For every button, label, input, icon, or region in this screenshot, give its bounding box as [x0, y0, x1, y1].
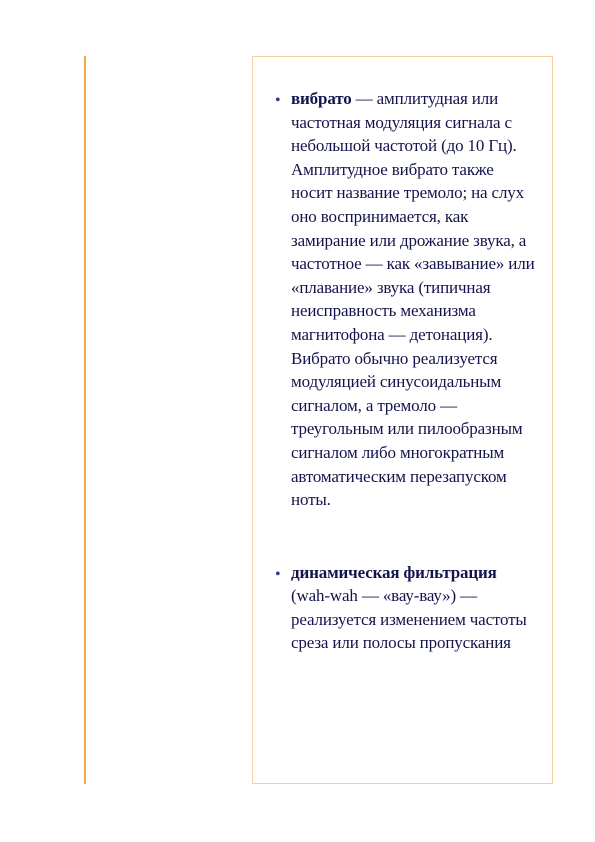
bullet-item-vibrato [275, 87, 537, 512]
term-vibrato: вибрато [291, 89, 352, 108]
definition-vibrato: — амплитудная или частотная модуляция сигнала с небольшой частотой (до 10 Гц). Амплитудное вибрато также носит название тремоло; на слух оно воспринимается, как замирание или дрожание звука, а частотное — как «завывание» или «плавание» звука (типичная неисправность механизма магнитофона — детонация). Вибрато обычно реализуется модуляцией синусоидальным сигналом, а тремоло — треугольным или пилообразным сигналом либо многократным автоматическим перезапуском ноты. [291, 89, 535, 510]
bullet-item-dynamic-filtering [275, 561, 537, 655]
bullet-dot-icon: • [275, 92, 281, 109]
term-dynamic-filtering: динамическая фильтрация [291, 562, 497, 582]
bullet-list [275, 87, 537, 655]
left-accent-line [84, 56, 86, 784]
definition-dynamic-filtering: (wah-wah — «вау-вау») — реализуется изменением частоты среза или полосы пропускания [291, 586, 527, 653]
bullet-dot-icon: • [275, 565, 281, 583]
text-box [252, 56, 553, 784]
